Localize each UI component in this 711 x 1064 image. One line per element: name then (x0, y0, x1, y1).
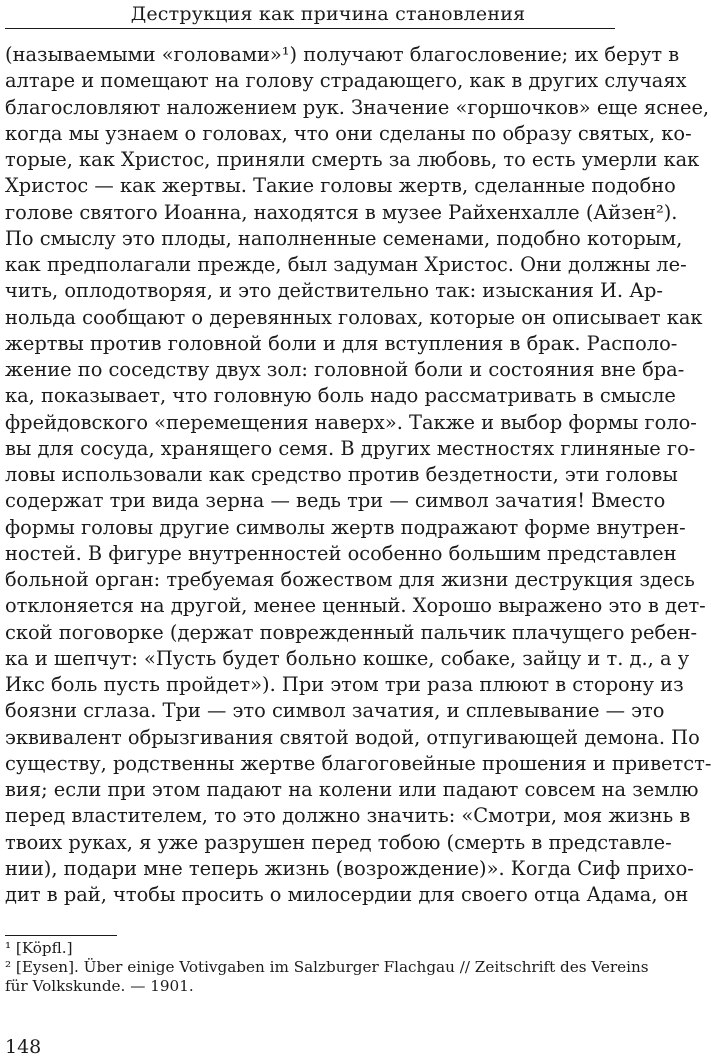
text-line: ловы использовали как средство против бездетности, эти головы (5, 463, 678, 486)
text-line: дит в рай, чтобы просить о милосердии для своего отца Адама, он (5, 883, 689, 906)
footnote-1: ¹ [Köpfl.] (5, 939, 73, 957)
text-line: как предполагали прежде, был задуман Христос. Они должны ле- (5, 253, 687, 276)
text-line: благословляют наложением рук. Значение «горшочков» еще яснее, (5, 95, 710, 119)
text-line: ской поговорке (держат поврежденный пальчик плачущего ребен- (5, 620, 698, 644)
text-line: содержат три вида зерна — ведь три — символ зачатия! Вместо (5, 489, 666, 513)
footnote-divider (5, 935, 117, 936)
text-line: вия; если при этом падают на колени или падают совсем на землю (5, 778, 699, 801)
header-divider (5, 28, 615, 29)
text-line: когда мы узнаем о головах, что они сделаны по образу святых, ко- (5, 121, 692, 145)
running-header: Деструкция как причина становления (130, 3, 526, 25)
text-line: твоих руках, я уже разрушен перед тобою (смерть в представле- (5, 830, 672, 854)
text-line: нии), подари мне теперь жизнь (возрождение)». Когда Сиф прихо- (5, 856, 694, 880)
text-line: голове святого Иоанна, находятся в музее Райхенхалле (Айзен²). (5, 200, 678, 224)
text-line: алтаре и помещают на голову страдающего, как в других случаях (5, 69, 687, 93)
text-line: формы головы другие символы жертв подражают форме внутрен- (5, 515, 686, 539)
text-line: Икс боль пусть пройдет»). При этом три раза плюют в сторону из (5, 673, 684, 696)
text-line: нольда сообщают о деревянных головах, которые он описывает как (5, 305, 703, 329)
text-line: ка, показывает, что головную боль надо рассматривать в смысле (5, 384, 676, 408)
text-line: жение по соседству двух зол: головной боли и состояния вне бра- (5, 358, 685, 381)
footnotes (5, 939, 649, 996)
text-line: чить, оплодотворяя, и это действительно так: изыскания И. Ар- (5, 279, 663, 303)
text-line: боязни сглаза. Три — это символ зачатия, и сплевывание — это (5, 699, 665, 723)
text-line: фрейдовского «перемещения наверх». Также и выбор формы голо- (5, 410, 697, 434)
footnote-2: ² [Eysen]. Über einige Votivgaben im Salzburger Flachgau // Zeitschrift des Vereins (5, 958, 649, 976)
text-line: Христос — как жертвы. Такие головы жертв, сделанные подобно (5, 174, 676, 198)
text-line: существу, родственны жертве благоговейные прошения и приветст- (5, 751, 711, 775)
text-line: отклоняется на другой, менее ценный. Хорошо выражено это в дет- (5, 594, 706, 618)
text-line: ностей. В фигуре внутренностей особенно большим представлен (5, 541, 677, 565)
text-line: перед властителем, то это должно значить: «Смотри, моя жизнь в (5, 804, 691, 828)
page-number: 148 (5, 1036, 42, 1058)
text-line: жертвы против головной боли и для вступления в брак. Располо- (5, 331, 678, 355)
text-line: торые, как Христос, приняли смерть за любовь, то есть умерли как (5, 148, 700, 171)
text-line: больной орган: требуемая божеством для жизни деструкция здесь (5, 568, 695, 591)
footnote-2-continued: für Volkskunde. — 1901. (5, 977, 194, 995)
text-line: вы для сосуда, хранящего семя. В других местностях глиняные го- (5, 436, 696, 460)
text-line: ка и шепчут: «Пусть будет больно кошке, собаке, зайцу и т. д., а у (5, 646, 690, 670)
text-line: По смыслу это плоды, наполненные семенами, подобно которым, (5, 226, 683, 250)
text-line: (называемыми «головами»¹) получают благословение; их берут в (5, 43, 680, 66)
text-line: эквивалент обрызгивания святой водой, отпугивающей демона. По (5, 725, 700, 749)
main-text (5, 42, 711, 908)
